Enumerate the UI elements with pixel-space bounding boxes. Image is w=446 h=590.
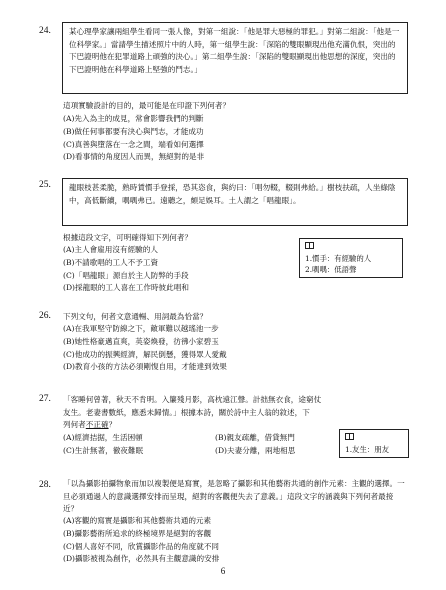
note-1: 1.慣手：有經驗的人 bbox=[305, 253, 372, 263]
emphasis-text: 不正確 bbox=[85, 420, 109, 430]
annotation-box bbox=[299, 238, 403, 278]
option-b[interactable]: (B)親友疏離，借貸無門 bbox=[215, 433, 295, 442]
stem-text: 列何者 bbox=[63, 420, 86, 430]
option-d[interactable]: (D)夫妻分離，兩地相思 bbox=[215, 445, 296, 455]
option-a[interactable]: (A)先入為主的成見，常會影響我們的判斷 bbox=[63, 114, 204, 123]
question-number: 27. bbox=[39, 394, 51, 404]
option-a[interactable]: (A)經濟拮据，生活困頓 bbox=[63, 433, 143, 442]
option-d[interactable]: (D)看事情的角度因人而異，無絕對的是非 bbox=[63, 152, 205, 162]
question-number: 28. bbox=[39, 480, 51, 490]
question-stem bbox=[63, 394, 413, 432]
note-1: 1.友生：朋友 bbox=[345, 444, 390, 454]
options-list bbox=[63, 113, 204, 164]
question-number: 25. bbox=[39, 180, 51, 190]
option-c[interactable]: (C)生計無著，徹夜難眠 bbox=[63, 445, 144, 455]
options-list bbox=[63, 515, 219, 566]
question-stem: 「以為攝影拍攝物象而加以複製便是寫實，是忽略了攝影和其他藝術共通的創作元素：主觀的選擇。一旦必須通過人的意識選擇安排而呈現，絕對的客觀便失去了意義。」這段文字的涵義與下列何者最接近？ bbox=[63, 479, 405, 514]
options-list bbox=[63, 244, 189, 295]
option-c[interactable]: (C)真善與墮落在一念之間，端看如何選擇 bbox=[63, 139, 204, 149]
option-a[interactable]: (A)在我軍堅守防線之下，敵軍難以越瑤池一步 bbox=[63, 324, 219, 333]
question-stem: 根據這段文字，可明確得知下列何者？ bbox=[63, 233, 193, 242]
options-list bbox=[63, 323, 227, 374]
option-d[interactable]: (D)教育小孩的方法必須剛愎自用，才能達到效果 bbox=[63, 362, 227, 372]
annotation-box bbox=[339, 429, 409, 458]
option-d[interactable]: (D)攝影被視為創作，必然具有主觀意識的安排 bbox=[63, 554, 220, 564]
stem-line: 友生。老妻書數紙，應悉未歸情。」根據本詩，關於詩中主人翁的敘述，下 bbox=[63, 407, 310, 417]
question-stem: 下列文句，何者文意通暢、用詞最為恰當？ bbox=[63, 312, 208, 321]
note-2: 2.喁喁：低語聲 bbox=[305, 265, 357, 274]
option-b[interactable]: (B)做任何事都要有決心與鬥志，才能成功 bbox=[63, 126, 204, 136]
page-number: 6 bbox=[220, 566, 226, 576]
stem-line: 「客睡何曾著，秋天不肯明。入簾殘月影，高枕遠江聲。計拙無衣食，途窮仗 bbox=[63, 395, 322, 404]
question-number: 24. bbox=[39, 26, 51, 36]
passage-box: 某心理學家讓兩組學生看同一張人像，對第一組說：「他是罪大惡極的罪犯。」對第二組說：「他是一位科學家。」當請學生描述照片中的人時，第一組學生說：「深陷的雙眼顯現出他充滿仇恨，突出的下巴證明他在犯罪道路上頑強的決心。」第二組學生說：「深陷的雙眼顯現出他思想的深度，突出的下巴證明他在科學道路上堅強的鬥志。」 bbox=[62, 22, 408, 94]
book-icon bbox=[305, 242, 314, 249]
question-number: 26. bbox=[39, 311, 51, 321]
option-a[interactable]: (A)主人會雇用沒有經驗的人 bbox=[63, 245, 158, 254]
stem-text: ？ bbox=[108, 420, 117, 430]
option-c[interactable]: (C)個人喜好不同，欣賞攝影作品的角度就不同 bbox=[63, 541, 220, 551]
passage-box: 龍眼枝甚柔脆，熟時賃慣手登採，恐其恣食，與約曰：「唱勿輟，輟則弗給。」樹枝扶疏，人坐綠陰中，高低斷續，喁喁弗已。遠聽之，頗足娛耳。土人謂之「唱龍眼」。 bbox=[62, 178, 408, 226]
option-d[interactable]: (D)採龍眼的工人喜在工作時彼此唱和 bbox=[63, 283, 189, 293]
option-b[interactable]: (B)攝影藝術所追求的終極境界是絕對的客觀 bbox=[63, 528, 212, 538]
option-a[interactable]: (A)客觀的寫實是攝影和其他藝術共通的元素 bbox=[63, 516, 212, 525]
book-icon bbox=[345, 433, 354, 440]
option-b[interactable]: (B)不請歌唱的工人不予工資 bbox=[63, 257, 159, 267]
option-b[interactable]: (B)她性格豪邁直爽，英姿煥發，彷彿小家碧玉 bbox=[63, 336, 219, 346]
option-c[interactable]: (C)「唱龍眼」源自於主人防弊的手段 bbox=[63, 270, 189, 280]
question-stem: 這項實驗設計的目的，最可能是在印證下列何者？ bbox=[63, 101, 231, 110]
option-c[interactable]: (C)他成功的振興經濟，解民倒懸，獲得眾人愛戴 bbox=[63, 349, 227, 359]
options-list bbox=[63, 432, 367, 458]
